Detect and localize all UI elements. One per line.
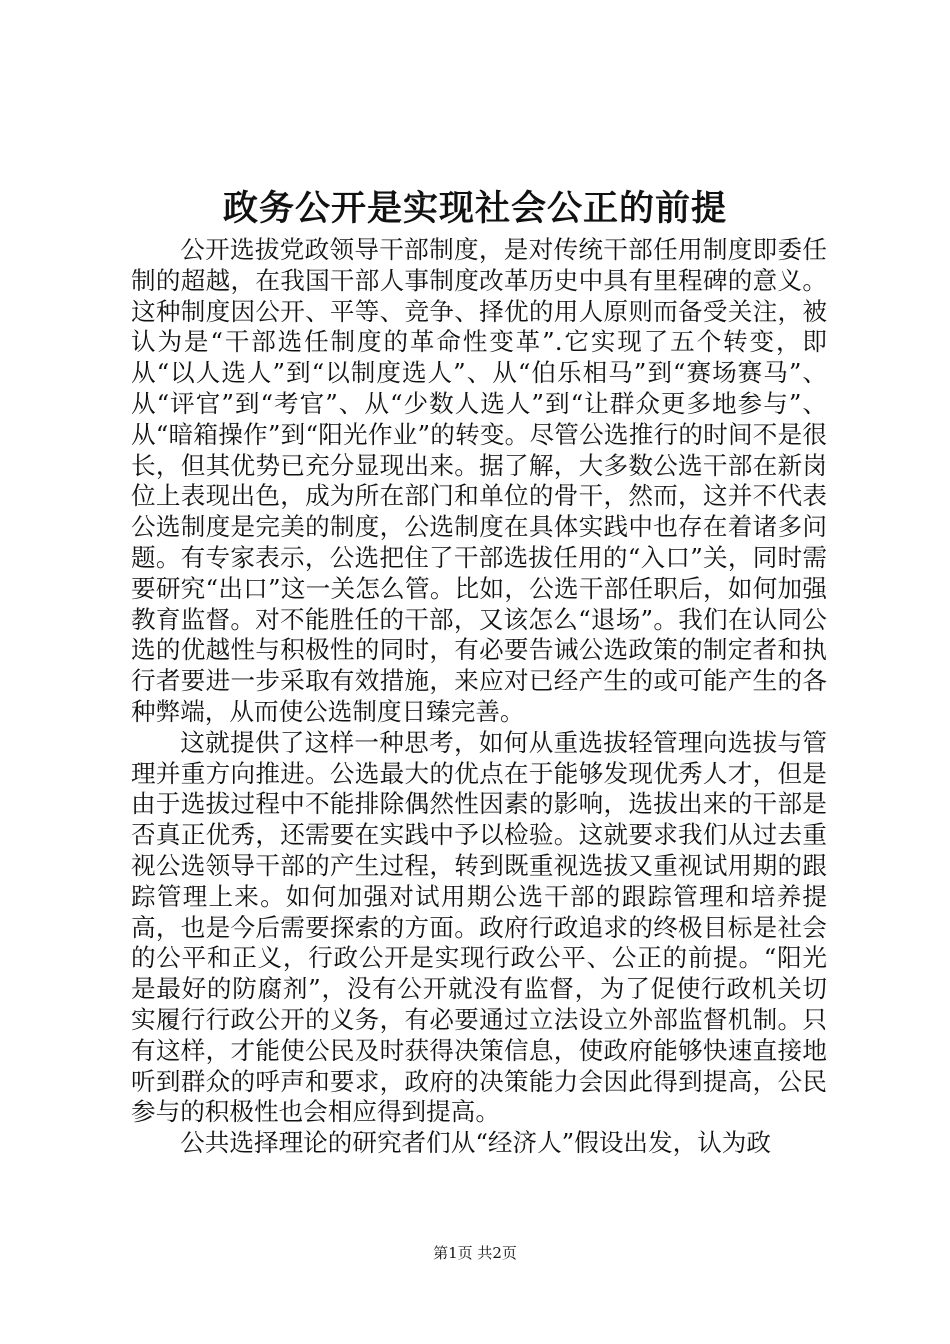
document-body xyxy=(131,235,827,1159)
paragraph-2: 这就提供了这样一种思考，如何从重选拔轻管理向选拔与管理并重方向推进。公选最大的优点在于能够发现优秀人才，但是由于选拔过程中不能排除偶然性因素的影响，选拔出来的干部是否真正优秀，还需要在实践中予以检验。这就要求我们从过去重视公选领导干部的产生过程，转到既重视选拔又重视试用期的跟踪管理上来。如何加强对试用期公选干部的跟踪管理和培养提高，也是今后需要探索的方面。政府行政追求的终极目标是社会的公平和正义，行政公开是实现行政公平、公正的前提。“阳光是最好的防腐剂”，没有公开就没有监督，为了促使行政机关切实履行行政公开的义务，有必要通过立法设立外部监督机制。只有这样，才能使公民及时获得决策信息，使政府能够快速直接地听到群众的呼声和要求，政府的决策能力会因此得到提高，公民参与的积极性也会相应得到提高。 xyxy=(131,727,827,1127)
document-title: 政务公开是实现社会公正的前提 xyxy=(222,189,727,229)
page-number-footer: 第1页 共2页 xyxy=(433,1244,517,1262)
paragraph-1: 公开选拔党政领导干部制度，是对传统干部任用制度即委任制的超越，在我国干部人事制度改革历史中具有里程碑的意义。这种制度因公开、平等、竞争、择优的用人原则而备受关注，被认为是“干部选任制度的革命性变革”.它实现了五个转变，即从“以人选人”到“以制度选人”、从“伯乐相马”到“赛场赛马”、从“评官”到“考官”、从“少数人选人”到“让群众更多地参与”、从“暗箱操作”到“阳光作业”的转变。尽管公选推行的时间不是很长，但其优势已充分显现出来。据了解，大多数公选干部在新岗位上表现出色，成为所在部门和单位的骨干，然而，这并不代表公选制度是完美的制度，公选制度在具体实践中也存在着诸多问题。有专家表示，公选把住了干部选拔任用的“入口”关，同时需要研究“出口”这一关怎么管。比如，公选干部任职后，如何加强教育监督。对不能胜任的干部，又该怎么“退场”。我们在认同公选的优越性与积极性的同时，有必要告诫公选政策的制定者和执行者要进一步采取有效措施，来应对已经产生的或可能产生的各种弊端，从而使公选制度日臻完善。 xyxy=(131,235,827,726)
paragraph-3: 公共选择理论的研究者们从“经济人”假设出发，认为政 xyxy=(180,1128,771,1158)
